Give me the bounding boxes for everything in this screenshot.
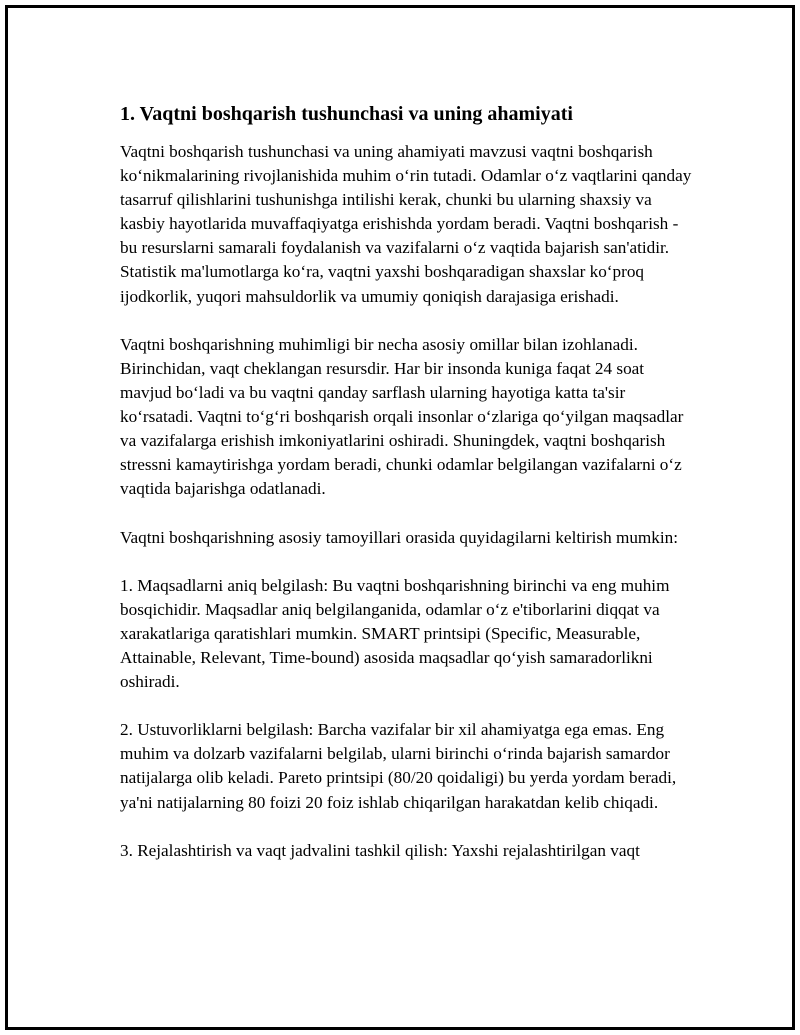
paragraph-importance: Vaqtni boshqarishning muhimligi bir necha asosiy omillar bilan izohlanadi. Birinchidan, vaqt cheklangan resursdir. Har bir insonda kuniga faqat 24 soat mavjud bo‘ladi va bu vaqtni qanday sarflash ularning hayotiga katta ta'sir ko‘rsatadi. Vaqtni to‘g‘ri boshqarish orqali insonlar o‘zlariga qo‘yilgan maqsadlar va vazifalarga erishish imkoniyatlarini oshiradi. Shuningdek, vaqtni boshqarish stressni kamaytirishga yordam beradi, chunki odamlar belgilangan vazifalarni o‘z vaqtida bajarishga odatlanadi. (120, 334, 684, 499)
document-body (120, 100, 695, 887)
paragraph-principle-2: 2. Ustuvorliklarni belgilash: Barcha vazifalar bir xil ahamiyatga ega emas. Eng muhim va dolzarb vazifalarni belgilab, ularni birinchi o‘rinda bajarish samardor natijalarga olib keladi. Pareto printsipi (80/20 qoidaligi) bu yerda yordam beradi, ya'ni natijalarning 80 foizi 20 foiz ishlab chiqarilgan harakatdan kelib chiqadi. (120, 720, 677, 812)
section-heading: 1. Vaqtni boshqarish tushunchasi va uning ahamiyati (120, 103, 573, 125)
paragraph-intro: Vaqtni boshqarish tushunchasi va uning ahamiyati mavzusi vaqtni boshqarish ko‘nikmalarining rivojlanishida muhim o‘rin tutadi. Odamlar o‘z vaqtlarini qanday tasarruf qilishlarini tushunishga intilishi kerak, chunki bu ularning shaxsiy va kasbiy hayotlarida muvaffaqiyatga erishishda yordam beradi. Vaqtni boshqarish - bu resurslarni samarali foydalanish va vazifalarni o‘z vaqtida bajarish san'atidir. Statistik ma'lumotlarga ko‘ra, vaqtni yaxshi boshqaradigan shaxslar ko‘proq ijodkorlik, yuqori mahsuldorlik va umumiy qoniqish darajasiga erishadi. (120, 142, 692, 306)
page-frame (5, 5, 795, 1030)
paragraph-principle-1: 1. Maqsadlarni aniq belgilash: Bu vaqtni boshqarishning birinchi va eng muhim bosqichidir. Maqsadlar aniq belgilanganida, odamlar o‘z e'tiborlarini diqqat va xarakatlariga qaratishlari mumkin. SMART printsipi (Specific, Measurable, Attainable, Relevant, Time-bound) asosida maqsadlar qo‘yish samaradorlikni oshiradi. (120, 575, 670, 692)
paragraph-principle-3: 3. Rejalashtirish va vaqt jadvalini tashkil qilish: Yaxshi rejalashtirilgan vaqt (120, 840, 640, 860)
paragraph-principles-intro: Vaqtni boshqarishning asosiy tamoyillari orasida quyidagilarni keltirish mumkin: (120, 527, 679, 547)
